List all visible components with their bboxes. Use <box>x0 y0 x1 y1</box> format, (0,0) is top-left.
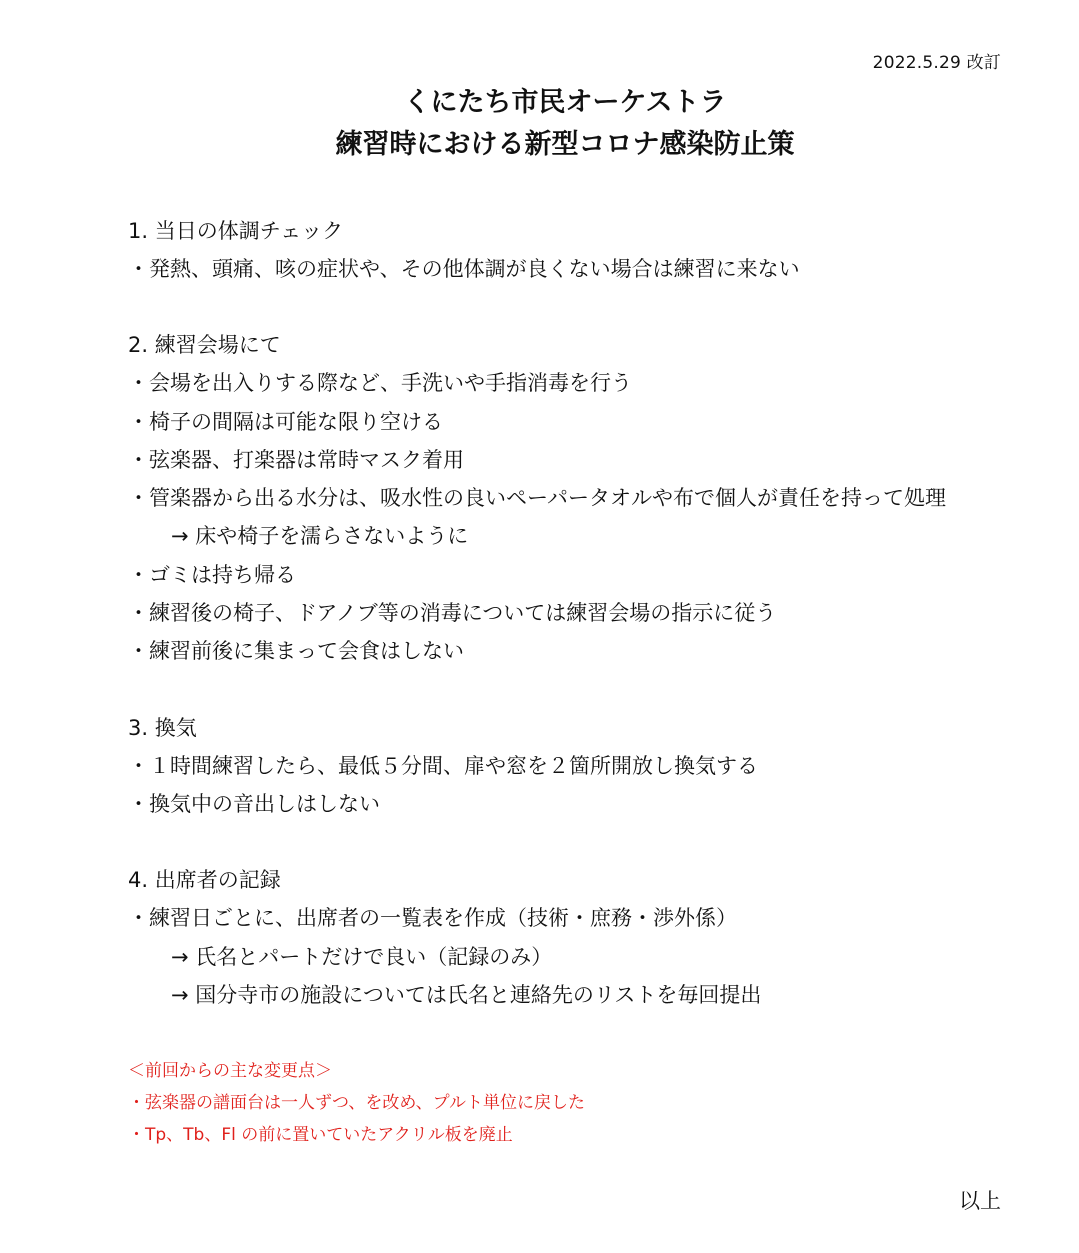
list-item: ・椅子の間隔は可能な限り空ける <box>128 409 443 434</box>
section-ventilation <box>128 709 1028 824</box>
section-venue <box>128 326 1028 670</box>
section-heading: 4. 出席者の記録 <box>128 868 281 893</box>
section-heading: 3. 換気 <box>128 715 197 740</box>
closing-mark: 以上 <box>959 1189 1001 1213</box>
changes-item: ・Tp、Tb、Fl の前に置いていたアクリル板を廃止 <box>128 1125 513 1145</box>
changes-item: ・弦楽器の譜面台は一人ずつ、を改め、プルト単位に戻した <box>128 1093 585 1113</box>
changes-note <box>128 1055 585 1151</box>
title-line-1: くにたち市民オーケストラ <box>403 87 727 118</box>
list-subitem: → 国分寺市の施設については氏名と連絡先のリストを毎回提出 <box>171 982 762 1007</box>
list-item: ・弦楽器、打楽器は常時マスク着用 <box>128 447 464 472</box>
section-health-check <box>128 212 1028 288</box>
list-subitem: → 氏名とパートだけで良い（記録のみ） <box>171 944 553 969</box>
list-item: ・会場を出入りする際など、手洗いや手指消毒を行う <box>128 371 632 396</box>
list-item: ・換気中の音出しはしない <box>128 791 380 816</box>
list-item: ・１時間練習したら、最低５分間、扉や窓を２箇所開放し換気する <box>128 753 758 778</box>
sections <box>128 212 1028 1052</box>
list-item: ・練習前後に集まって会食はしない <box>128 639 464 664</box>
list-item: ・発熱、頭痛、咳の症状や、その他体調が良くない場合は練習に来ない <box>128 257 800 281</box>
list-item: ・練習日ごとに、出席者の一覧表を作成（技術・庶務・渉外係） <box>128 906 737 931</box>
list-item: ・ゴミは持ち帰る <box>128 562 296 587</box>
title-line-2: 練習時における新型コロナ感染防止策 <box>335 129 795 160</box>
list-item: ・練習後の椅子、ドアノブ等の消毒については練習会場の指示に従う <box>128 601 777 626</box>
revision-date: 2022.5.29 改訂 <box>872 53 1001 73</box>
section-heading: 2. 練習会場にて <box>128 333 281 358</box>
list-item: ・管楽器から出る水分は、吸水性の良いペーパータオルや布で個人が責任を持って処理 <box>128 486 946 511</box>
section-heading: 1. 当日の体調チェック <box>128 219 344 243</box>
list-subitem: → 床や椅子を濡らさないように <box>171 524 469 549</box>
changes-heading: ＜前回からの主な変更点＞ <box>128 1061 332 1081</box>
document-title <box>0 82 1079 166</box>
section-attendance <box>128 861 1028 1014</box>
